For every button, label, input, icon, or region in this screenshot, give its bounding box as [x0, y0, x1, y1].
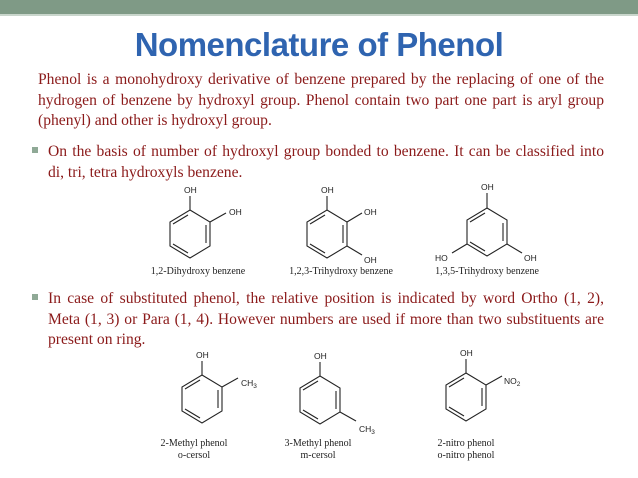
structure-trihydroxy-benzene-135: [435, 182, 539, 277]
group-label: OH: [184, 185, 197, 195]
structure-caption: 3-Methyl phenol: [284, 438, 352, 449]
group-label: HO: [435, 253, 448, 263]
structure-caption: 1,2-Dihydroxy benzene: [150, 266, 246, 277]
slide-title: Nomenclature of Phenol: [134, 26, 504, 63]
structure-3-methyl-phenol: [285, 351, 376, 461]
bullet-text: In case of substituted phenol, the relative position is indicated by word Ortho (1, 2), Meta (1, 3) or Para (1, 4). However numbers are used if more than two substituents are present on ring.: [48, 290, 604, 348]
structure-caption: 2-nitro phenol: [437, 438, 495, 449]
group-label: OH: [314, 351, 327, 361]
structure-2-nitro-phenol: [438, 348, 521, 461]
group-label: OH: [364, 255, 377, 265]
bullet-text: On the basis of number of hydroxyl group bonded to benzene. It can be classified into di, tri, tetra hydroxyls benzene.: [48, 143, 604, 181]
group-label: OH: [364, 207, 377, 217]
structure-2-methyl-phenol: [161, 350, 258, 461]
group-label: $CH_3$: [241, 378, 257, 390]
group-label: OH: [321, 185, 334, 195]
structure-trihydroxy-benzene-123: [289, 185, 393, 277]
group-label: $CH_3$: [359, 424, 375, 436]
structure-caption: 1,2,3-Trihydroxy benzene: [289, 266, 393, 277]
structure-caption-common: o-nitro phenol: [437, 450, 495, 461]
structure-caption-common: m-cersol: [300, 450, 336, 461]
structure-dihydroxy-benzene: [151, 185, 246, 277]
structure-caption: 2-Methyl phenol: [160, 438, 228, 449]
intro-paragraph: Phenol is a monohydroxy derivative of benzene prepared by the replacing of one of the hydrogen of benzene by hydroxyl group. Phenol contain two part one part is aryl group (phenyl) and other is hydroxyl group.: [38, 71, 604, 129]
group-label: $NO_2$: [504, 376, 521, 388]
group-label: OH: [196, 350, 209, 360]
structure-caption: 1,3,5-Trihydroxy benzene: [435, 266, 539, 277]
group-label: OH: [229, 207, 242, 217]
group-label: OH: [524, 253, 537, 263]
group-label: OH: [481, 182, 494, 192]
group-label: OH: [460, 348, 473, 358]
structure-caption-common: o-cersol: [177, 450, 211, 461]
